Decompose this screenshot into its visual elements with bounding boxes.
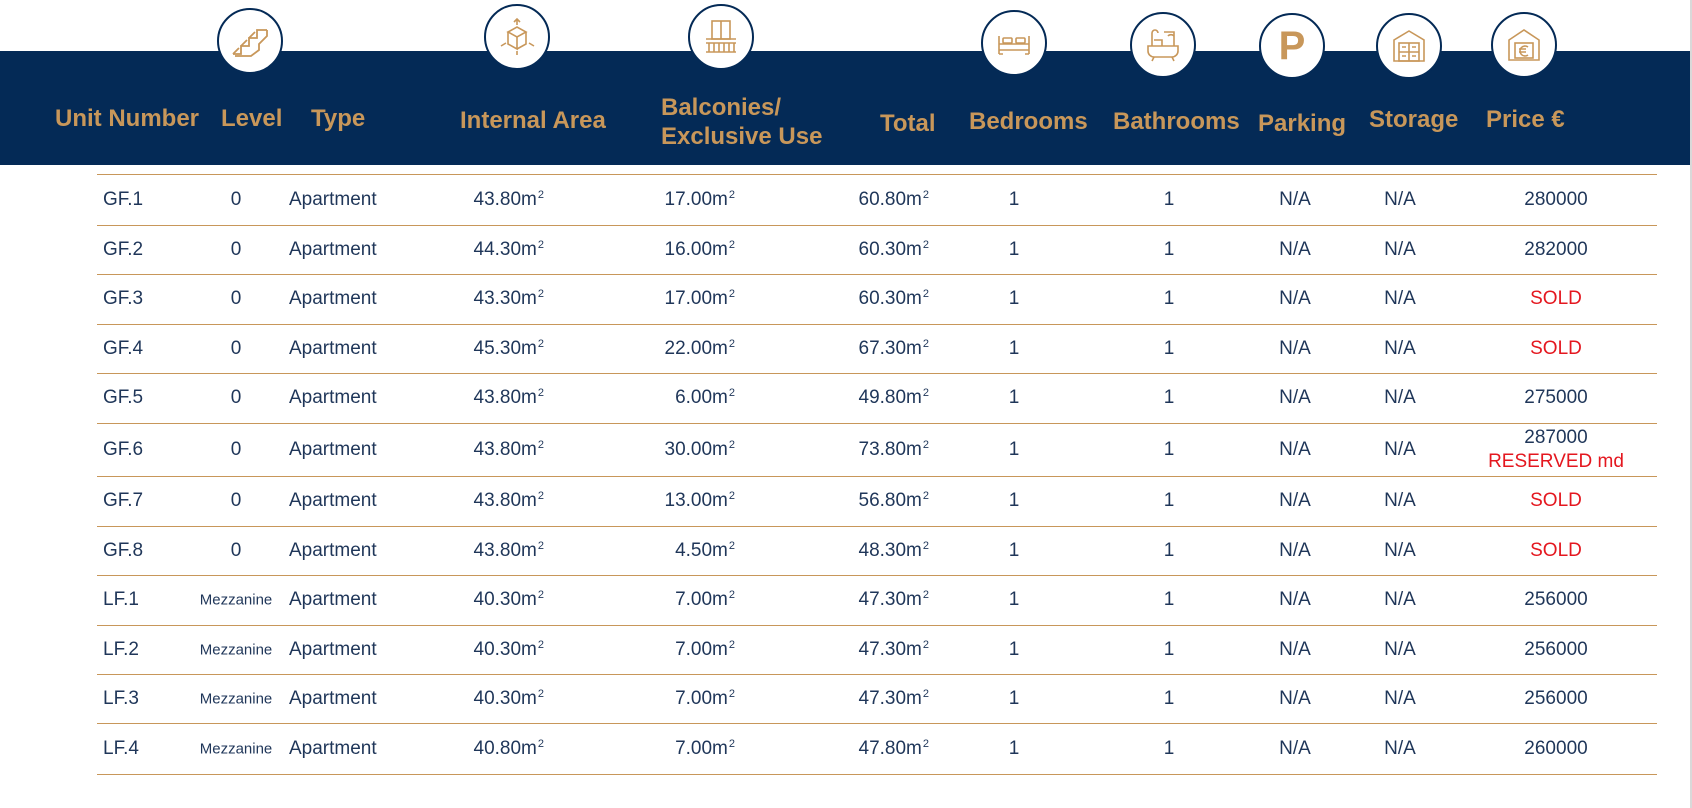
area-superscript: 2 xyxy=(922,539,929,552)
header-parking: Parking xyxy=(1258,110,1347,137)
cell-balcony-area xyxy=(665,338,736,360)
cell-balcony-area xyxy=(675,387,735,409)
area-value: 7.00m xyxy=(675,638,728,660)
area-value: 4.50m xyxy=(675,539,728,561)
area-value: 60.30m xyxy=(858,238,922,260)
cell-total-area xyxy=(859,639,930,661)
area-superscript: 2 xyxy=(728,337,735,350)
cell-parking: N/A xyxy=(1279,737,1311,759)
cell-price: 280000 xyxy=(1524,189,1588,210)
cell-unit: GF.5 xyxy=(103,387,144,408)
cell-balcony-area xyxy=(675,688,735,710)
cell-total-area xyxy=(859,738,930,760)
area-superscript: 2 xyxy=(537,539,544,552)
area-value: 47.30m xyxy=(858,638,922,660)
cell-bedrooms: 1 xyxy=(1008,638,1020,660)
cell-parking: N/A xyxy=(1279,189,1311,210)
cell-storage: N/A xyxy=(1384,687,1416,709)
cell-bathrooms: 1 xyxy=(1163,438,1175,460)
cell-level: 0 xyxy=(230,238,242,260)
cell-internal-area xyxy=(474,490,545,512)
cell-total-area xyxy=(859,288,930,310)
area-superscript: 2 xyxy=(922,189,929,201)
area-value: 13.00m xyxy=(664,490,728,511)
header-balconies-line1: Balconies/ xyxy=(661,94,782,121)
cell-internal-area xyxy=(474,338,545,360)
header-type: Type xyxy=(311,105,366,132)
header-price: Price € xyxy=(1486,106,1565,133)
table-row xyxy=(0,526,1692,575)
area-value: 43.30m xyxy=(473,288,537,309)
cell-storage: N/A xyxy=(1384,337,1416,359)
cell-parking: N/A xyxy=(1279,638,1311,660)
area-superscript: 2 xyxy=(537,737,544,750)
area-value: 17.00m xyxy=(664,288,728,309)
cell-level: 0 xyxy=(230,490,242,511)
area-superscript: 2 xyxy=(537,337,544,350)
cell-balcony-area xyxy=(675,540,735,562)
cell-type: Apartment xyxy=(289,589,377,610)
cell-total-area xyxy=(859,490,930,512)
cell-internal-area xyxy=(474,589,545,611)
cell-bedrooms: 1 xyxy=(1008,490,1020,511)
cell-unit: GF.6 xyxy=(103,438,144,460)
reserved-note: RESERVED md xyxy=(1488,450,1624,472)
cell-unit: LF.3 xyxy=(103,687,139,709)
area-value: 40.30m xyxy=(473,638,537,660)
cell-storage: N/A xyxy=(1384,438,1416,460)
cell-unit: GF.7 xyxy=(103,490,144,511)
cell-bathrooms: 1 xyxy=(1163,189,1175,210)
parking-glyph: P xyxy=(1278,24,1306,68)
cell-balcony-area xyxy=(665,189,736,211)
cell-bedrooms: 1 xyxy=(1008,737,1020,759)
cell-balcony-area xyxy=(675,738,735,760)
cell-level: Mezzanine xyxy=(199,690,273,707)
stairs-icon xyxy=(217,8,283,74)
cell-bathrooms: 1 xyxy=(1163,687,1175,709)
cell-internal-area xyxy=(474,189,545,211)
header-level: Level xyxy=(221,105,283,132)
area-value: 43.80m xyxy=(473,490,537,511)
cell-storage: N/A xyxy=(1384,638,1416,660)
area-superscript: 2 xyxy=(537,438,544,451)
area-value: 60.80m xyxy=(858,189,922,210)
area-superscript: 2 xyxy=(537,589,544,601)
area-superscript: 2 xyxy=(922,687,929,700)
cell-parking: N/A xyxy=(1279,490,1311,511)
cell-bathrooms: 1 xyxy=(1163,490,1175,511)
cell-balcony-area xyxy=(665,439,736,461)
header-storage: Storage xyxy=(1369,106,1459,133)
cell-unit: GF.8 xyxy=(103,539,144,561)
cell-total-area xyxy=(859,688,930,710)
area-value: 7.00m xyxy=(675,687,728,709)
area-superscript: 2 xyxy=(922,638,929,651)
cell-internal-area xyxy=(474,439,545,461)
area-value: 22.00m xyxy=(664,337,728,359)
cell-total-area xyxy=(859,387,930,409)
area-value: 56.80m xyxy=(858,490,922,511)
euro-house-icon xyxy=(1491,12,1557,78)
area-value: 49.80m xyxy=(858,387,922,408)
area-value: 43.80m xyxy=(473,539,537,561)
cell-internal-area xyxy=(474,738,545,760)
cell-unit: LF.1 xyxy=(103,589,139,610)
area-superscript: 2 xyxy=(537,638,544,651)
area-superscript: 2 xyxy=(728,490,735,502)
cell-storage: N/A xyxy=(1384,539,1416,561)
table-row xyxy=(0,225,1692,274)
table-row xyxy=(0,324,1692,373)
cell-internal-area xyxy=(474,540,545,562)
row-divider xyxy=(97,774,1657,775)
table-row xyxy=(0,476,1692,526)
header-internal-area: Internal Area xyxy=(460,107,606,134)
cell-price: SOLD xyxy=(1530,539,1582,561)
area-value: 40.80m xyxy=(473,737,537,759)
area-value: 7.00m xyxy=(675,589,728,610)
cell-level: 0 xyxy=(230,288,242,309)
cell-bathrooms: 1 xyxy=(1163,337,1175,359)
area-value: 47.30m xyxy=(858,589,922,610)
area-superscript: 2 xyxy=(537,189,544,201)
header-bathrooms: Bathrooms xyxy=(1113,108,1240,135)
area-value: 47.80m xyxy=(858,737,922,759)
header-bedrooms: Bedrooms xyxy=(969,108,1088,135)
cell-price: 256000 xyxy=(1524,638,1588,660)
cell-storage: N/A xyxy=(1384,189,1416,210)
cell-unit: LF.2 xyxy=(103,638,139,660)
cell-parking: N/A xyxy=(1279,337,1311,359)
cell-price: 256000 xyxy=(1524,589,1588,610)
area-value: 17.00m xyxy=(664,189,728,210)
cell-internal-area xyxy=(474,288,545,310)
cell-type: Apartment xyxy=(289,687,377,709)
cell-total-area xyxy=(859,540,930,562)
cell-type: Apartment xyxy=(289,737,377,759)
area-superscript: 2 xyxy=(922,238,929,251)
header-balconies-line2: Exclusive Use xyxy=(661,123,823,150)
cell-bedrooms: 1 xyxy=(1008,438,1020,460)
area-superscript: 2 xyxy=(728,687,735,700)
area-superscript: 2 xyxy=(922,438,929,451)
cell-storage: N/A xyxy=(1384,238,1416,260)
cell-level: 0 xyxy=(230,539,242,561)
cell-total-area xyxy=(859,239,930,261)
table-row xyxy=(0,373,1692,423)
cell-total-area xyxy=(859,338,930,360)
cell-unit: GF.1 xyxy=(103,189,144,210)
cell-parking: N/A xyxy=(1279,387,1311,408)
cell-internal-area xyxy=(474,239,545,261)
area-superscript: 2 xyxy=(728,638,735,651)
cell-price: SOLD xyxy=(1530,288,1582,309)
area-value: 44.30m xyxy=(473,238,537,260)
area-superscript: 2 xyxy=(922,288,929,300)
cell-parking: N/A xyxy=(1279,238,1311,260)
area-value: 67.30m xyxy=(858,337,922,359)
cell-total-area xyxy=(859,189,930,211)
area-superscript: 2 xyxy=(728,189,735,201)
cell-price: SOLD xyxy=(1530,337,1582,359)
cell-bathrooms: 1 xyxy=(1163,387,1175,408)
table-row xyxy=(0,274,1692,324)
cell-internal-area xyxy=(474,387,545,409)
cell-bedrooms: 1 xyxy=(1008,539,1020,561)
area-value: 43.80m xyxy=(473,438,537,460)
cell-price xyxy=(1488,426,1624,474)
area-value: 40.30m xyxy=(473,589,537,610)
cube-dimensions-icon xyxy=(484,4,550,70)
cell-parking: N/A xyxy=(1279,539,1311,561)
area-superscript: 2 xyxy=(922,387,929,399)
area-value: 60.30m xyxy=(858,288,922,309)
area-value: 48.30m xyxy=(858,539,922,561)
cell-bathrooms: 1 xyxy=(1163,737,1175,759)
cell-price: 260000 xyxy=(1524,737,1588,759)
area-value: 45.30m xyxy=(473,337,537,359)
cell-bathrooms: 1 xyxy=(1163,638,1175,660)
cell-type: Apartment xyxy=(289,238,377,260)
cell-parking: N/A xyxy=(1279,687,1311,709)
cell-level: 0 xyxy=(230,438,242,460)
price-value: 287000 xyxy=(1524,426,1588,448)
cell-storage: N/A xyxy=(1384,737,1416,759)
cell-bedrooms: 1 xyxy=(1008,238,1020,260)
area-value: 16.00m xyxy=(664,238,728,260)
area-value: 7.00m xyxy=(675,737,728,759)
cell-type: Apartment xyxy=(289,539,377,561)
cell-level: 0 xyxy=(230,337,242,359)
cell-level: 0 xyxy=(230,387,242,408)
bed-icon xyxy=(981,10,1047,76)
area-superscript: 2 xyxy=(728,539,735,552)
cell-parking: N/A xyxy=(1279,589,1311,610)
area-value: 73.80m xyxy=(858,438,922,460)
cell-storage: N/A xyxy=(1384,589,1416,610)
cell-type: Apartment xyxy=(289,189,377,210)
cell-parking: N/A xyxy=(1279,288,1311,309)
cell-price: 275000 xyxy=(1524,387,1588,408)
cell-bedrooms: 1 xyxy=(1008,189,1020,210)
area-superscript: 2 xyxy=(728,387,735,399)
parking-icon xyxy=(1259,13,1325,79)
cell-parking: N/A xyxy=(1279,438,1311,460)
cell-type: Apartment xyxy=(289,490,377,511)
cell-unit: LF.4 xyxy=(103,737,139,759)
cell-price: 282000 xyxy=(1524,238,1588,260)
cell-type: Apartment xyxy=(289,438,377,460)
area-superscript: 2 xyxy=(728,438,735,451)
cell-price: SOLD xyxy=(1530,490,1582,511)
area-superscript: 2 xyxy=(922,490,929,502)
cell-unit: GF.3 xyxy=(103,288,144,309)
storage-shelves-icon xyxy=(1376,13,1442,79)
cell-level: 0 xyxy=(230,189,242,210)
header-unit-number: Unit Number xyxy=(55,105,199,132)
cell-bathrooms: 1 xyxy=(1163,539,1175,561)
cell-bedrooms: 1 xyxy=(1008,337,1020,359)
cell-storage: N/A xyxy=(1384,387,1416,408)
cell-bathrooms: 1 xyxy=(1163,589,1175,610)
header-total: Total xyxy=(880,110,936,137)
table-row xyxy=(0,175,1692,225)
cell-level: Mezzanine xyxy=(199,591,273,609)
area-superscript: 2 xyxy=(537,490,544,502)
cell-type: Apartment xyxy=(289,638,377,660)
cell-balcony-area xyxy=(665,239,736,261)
cell-internal-area xyxy=(474,688,545,710)
cell-balcony-area xyxy=(665,490,736,512)
cell-bedrooms: 1 xyxy=(1008,288,1020,309)
area-superscript: 2 xyxy=(537,288,544,300)
bathtub-icon xyxy=(1130,12,1196,78)
cell-bedrooms: 1 xyxy=(1008,387,1020,408)
cell-type: Apartment xyxy=(289,288,377,309)
cell-unit: GF.2 xyxy=(103,238,144,260)
cell-type: Apartment xyxy=(289,337,377,359)
cell-type: Apartment xyxy=(289,387,377,408)
area-value: 43.80m xyxy=(473,387,537,408)
cell-bathrooms: 1 xyxy=(1163,238,1175,260)
area-value: 47.30m xyxy=(858,687,922,709)
cell-balcony-area xyxy=(675,639,735,661)
cell-internal-area xyxy=(474,639,545,661)
area-superscript: 2 xyxy=(537,687,544,700)
area-superscript: 2 xyxy=(922,737,929,750)
cell-level: Mezzanine xyxy=(199,740,273,757)
area-value: 6.00m xyxy=(675,387,728,408)
area-superscript: 2 xyxy=(728,589,735,601)
area-superscript: 2 xyxy=(728,238,735,251)
cell-storage: N/A xyxy=(1384,288,1416,309)
cell-total-area xyxy=(859,589,930,611)
area-superscript: 2 xyxy=(922,589,929,601)
cell-balcony-area xyxy=(665,288,736,310)
cell-bedrooms: 1 xyxy=(1008,589,1020,610)
cell-total-area xyxy=(859,439,930,461)
area-superscript: 2 xyxy=(922,337,929,350)
area-superscript: 2 xyxy=(728,737,735,750)
area-value: 43.80m xyxy=(473,189,537,210)
area-superscript: 2 xyxy=(537,387,544,399)
cell-balcony-area xyxy=(675,589,735,611)
area-superscript: 2 xyxy=(728,288,735,300)
area-value: 40.30m xyxy=(473,687,537,709)
cell-unit: GF.4 xyxy=(103,337,144,359)
table-row xyxy=(0,423,1692,476)
cell-bathrooms: 1 xyxy=(1163,288,1175,309)
balcony-icon xyxy=(688,4,754,70)
area-value: 30.00m xyxy=(664,438,728,460)
cell-bedrooms: 1 xyxy=(1008,687,1020,709)
area-superscript: 2 xyxy=(537,238,544,251)
cell-price: 256000 xyxy=(1524,687,1588,709)
cell-storage: N/A xyxy=(1384,490,1416,511)
cell-level: Mezzanine xyxy=(199,641,273,658)
